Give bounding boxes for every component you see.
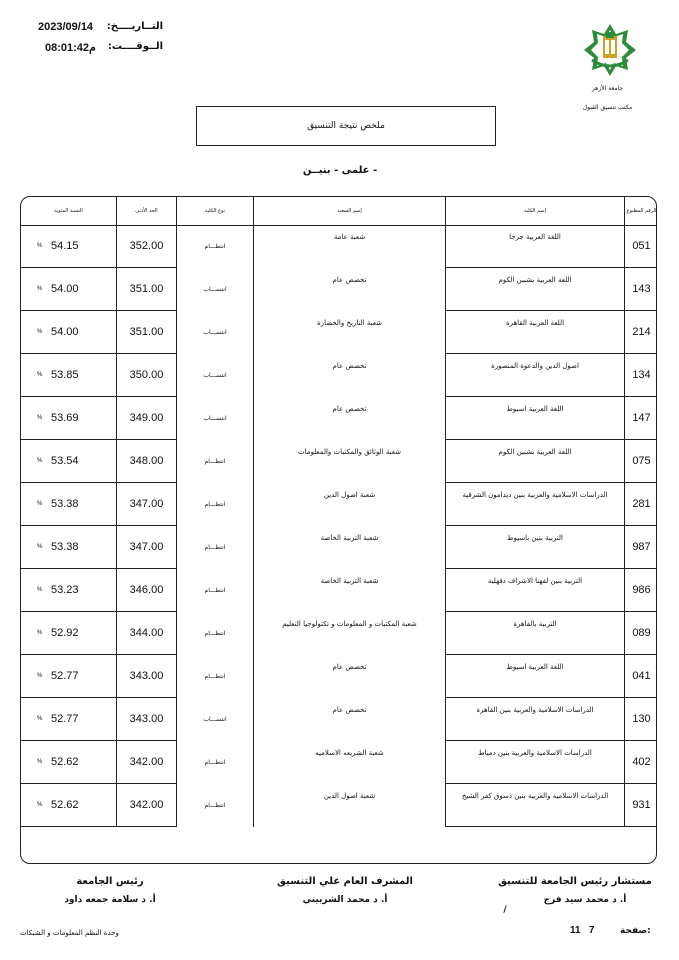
college-cell: اللغة العربية بشبين الكوم (445, 268, 624, 311)
percent-sign: % (37, 329, 43, 335)
college-cell: التربية بنين لفهنا الاشراف دقهلية (445, 569, 624, 612)
code-cell: 986 (624, 569, 657, 612)
college-cell: التربية بالقاهرة (445, 612, 624, 655)
code-cell: 051 (624, 225, 657, 268)
type-cell: انتســـاب (176, 397, 253, 440)
type-cell: انتظـــام (176, 612, 253, 655)
percent-sign: % (37, 243, 43, 249)
branch-cell: تخصص عام (253, 397, 445, 440)
signature-name: أ. د محمد سيد فرج (543, 895, 627, 905)
percent-cell (21, 526, 116, 569)
column-header: إسم الشعبة (253, 197, 445, 225)
percent-sign: % (37, 544, 43, 550)
college-cell: اللغة العربية اسيوط (445, 655, 624, 698)
percent-cell (21, 225, 116, 268)
percent-value: 52.77 (51, 670, 79, 682)
college-cell: اللغة العربية جرجا (445, 225, 624, 268)
percent-cell (21, 311, 116, 354)
percent-value: 52.92 (51, 627, 79, 639)
min-cell: 342.00 (116, 741, 176, 784)
code-cell: 143 (624, 268, 657, 311)
branch-cell: شعبة اصول الدين (253, 784, 445, 827)
type-cell: انتســـاب (176, 311, 253, 354)
type-cell: انتظـــام (176, 569, 253, 612)
min-cell: 351.00 (116, 311, 176, 354)
percent-sign: % (37, 802, 43, 808)
signature-block-supervisor (260, 876, 430, 905)
type-cell: انتظـــام (176, 440, 253, 483)
branch-cell: تخصص عام (253, 354, 445, 397)
min-cell: 342.00 (116, 784, 176, 827)
code-cell: 147 (624, 397, 657, 440)
column-header: الحد الأدنى (116, 197, 176, 225)
branch-cell: شعبة الشريعه الاسلاميه (253, 741, 445, 784)
percent-sign: % (37, 630, 43, 636)
percent-cell (21, 569, 116, 612)
percent-sign: % (37, 716, 43, 722)
percent-cell (21, 612, 116, 655)
branch-cell: تخصص عام (253, 268, 445, 311)
report-title-box (196, 106, 496, 146)
code-cell: 402 (624, 741, 657, 784)
branch-cell: شعبة عامة (253, 225, 445, 268)
branch-cell: شعبة التربية الخاصة (253, 569, 445, 612)
university-emblem-icon (582, 22, 638, 78)
signature-title: رئيس الجامعة (76, 876, 144, 887)
column-header: النسبة المئوية (54, 208, 83, 214)
table-row (21, 440, 656, 483)
signature-block-coordinator (490, 876, 660, 915)
page-current: 7 (588, 925, 595, 936)
percent-sign: % (37, 673, 43, 679)
university-logo (582, 22, 638, 78)
percent-cell (21, 397, 116, 440)
page-number (570, 925, 594, 936)
table-row (21, 569, 656, 612)
college-cell: اللغة العربية القاهرة (445, 311, 624, 354)
percent-cell (21, 268, 116, 311)
percent-cell (21, 698, 116, 741)
college-cell: الدراسات الاسلامية والعربية بنين دسوق كفر الشيخ (445, 784, 624, 827)
type-cell: انتظـــام (176, 655, 253, 698)
min-cell: 344.00 (116, 612, 176, 655)
report-title: ملخص نتيجة التنسيق (307, 121, 385, 131)
percent-value: 54.00 (51, 283, 79, 295)
table-row (21, 784, 656, 827)
office-name: مكتب تنسيق القبول (582, 104, 633, 111)
column-header: الرقم المطبوع (624, 197, 657, 225)
code-cell: 134 (624, 354, 657, 397)
min-cell: 347.00 (116, 526, 176, 569)
percent-sign: % (37, 759, 43, 765)
page-label: صفحة: (620, 926, 651, 936)
percent-value: 53.85 (51, 369, 79, 381)
percent-value: 53.69 (51, 412, 79, 424)
college-cell: التربية بنين باسيوط (445, 526, 624, 569)
percent-cell (21, 655, 116, 698)
min-cell: 352.00 (116, 225, 176, 268)
type-cell: انتســـاب (176, 268, 253, 311)
percent-value: 52.62 (51, 756, 79, 768)
code-cell: 281 (624, 483, 657, 526)
min-cell: 346.00 (116, 569, 176, 612)
branch-cell: تخصص عام (253, 698, 445, 741)
code-cell: 075 (624, 440, 657, 483)
code-cell: 041 (624, 655, 657, 698)
branch-cell: شعبة الوثائق والمكتبات والمعلومات (253, 440, 445, 483)
min-cell: 343.00 (116, 655, 176, 698)
signature-name: أ. د سلامة جمعه داود (64, 895, 156, 905)
branch-cell: تخصص عام (253, 655, 445, 698)
date-label: التــاريــــخ: (106, 21, 163, 32)
percent-value: 53.38 (51, 541, 79, 553)
table-row (21, 612, 656, 655)
table-row (21, 741, 656, 784)
table-row (21, 526, 656, 569)
table-row (21, 655, 656, 698)
date-value: 2023/09/14 (38, 21, 94, 33)
percent-value: 52.62 (51, 799, 79, 811)
table-row (21, 225, 656, 268)
branch-cell: شعبة اصول الدين (253, 483, 445, 526)
type-cell: انتظـــام (176, 225, 253, 268)
min-cell: 351.00 (116, 268, 176, 311)
code-cell: 089 (624, 612, 657, 655)
percent-sign: % (37, 501, 43, 507)
signature-title: مستشار رئيس الجامعة للتنسيق (498, 876, 652, 887)
college-cell: الدراسات الاسلامية والعربية بنين القاهرة (445, 698, 624, 741)
signature-extra: / (503, 905, 507, 915)
code-cell: 214 (624, 311, 657, 354)
branch-cell: شعبة التربية الخاصة (253, 526, 445, 569)
signature-block-president (40, 876, 180, 905)
type-cell: انتظـــام (176, 526, 253, 569)
type-cell: انتســـاب (176, 354, 253, 397)
signature-title: المشرف العام علي التنسيق (277, 876, 413, 887)
percent-value: 53.38 (51, 498, 79, 510)
college-cell: الدراسات الاسلامية والعربية بنين ديدامون الشرقية (445, 483, 624, 526)
column-header: إسم الكلية (445, 197, 624, 225)
percent-cell (21, 483, 116, 526)
table-header (21, 197, 656, 226)
time-label: الــوقــــت: (107, 41, 163, 52)
results-table (20, 196, 657, 864)
type-cell: انتظـــام (176, 741, 253, 784)
percent-cell (21, 354, 116, 397)
college-cell: اصول الدين والدعوة المنصورة (445, 354, 624, 397)
branch-cell: شعبة المكتبات و المعلومات و تكنولوجيا التعليم (253, 612, 445, 655)
college-cell: اللغة العربية اسيوط (445, 397, 624, 440)
type-cell: انتظـــام (176, 784, 253, 827)
percent-sign: % (37, 587, 43, 593)
percent-sign: % (37, 415, 43, 421)
percent-value: 54.15 (51, 240, 79, 252)
percent-sign: % (37, 372, 43, 378)
signature-name: أ. د محمد الشربيني (302, 895, 388, 905)
percent-value: 52.77 (51, 713, 79, 725)
percent-value: 53.54 (51, 455, 79, 467)
page-total: 11 (570, 925, 581, 936)
table-row (21, 483, 656, 526)
code-cell: 931 (624, 784, 657, 827)
table-row (21, 268, 656, 311)
min-cell: 349.00 (116, 397, 176, 440)
code-cell: 987 (624, 526, 657, 569)
min-cell: 348.00 (116, 440, 176, 483)
percent-cell (21, 784, 116, 827)
university-name: جامعة الأزهر (591, 85, 624, 92)
table-row (21, 311, 656, 354)
table-row (21, 698, 656, 741)
column-header: نوع الكلية (176, 197, 253, 225)
college-cell: اللغة العربية بشبين الكوم (445, 440, 624, 483)
min-cell: 350.00 (116, 354, 176, 397)
percent-sign: % (37, 458, 43, 464)
min-cell: 343.00 (116, 698, 176, 741)
time-value: 08:01:42م (45, 42, 96, 54)
type-cell: انتســـاب (176, 698, 253, 741)
percent-value: 53.23 (51, 584, 79, 596)
college-cell: الدراسات الاسلامية والعربية بنين دمياط (445, 741, 624, 784)
percent-cell (21, 741, 116, 784)
percent-cell (21, 440, 116, 483)
branch-cell: شعبة التاريخ والحضارة (253, 311, 445, 354)
table-row (21, 354, 656, 397)
unit-name: وحدة النظم المعلومات و الشبكات (20, 929, 119, 937)
type-cell: انتظـــام (176, 483, 253, 526)
percent-sign: % (37, 286, 43, 292)
table-row (21, 397, 656, 440)
min-cell: 347.00 (116, 483, 176, 526)
percent-value: 54.00 (51, 326, 79, 338)
report-subtitle: - علمى - بنيــن (302, 165, 378, 176)
code-cell: 130 (624, 698, 657, 741)
